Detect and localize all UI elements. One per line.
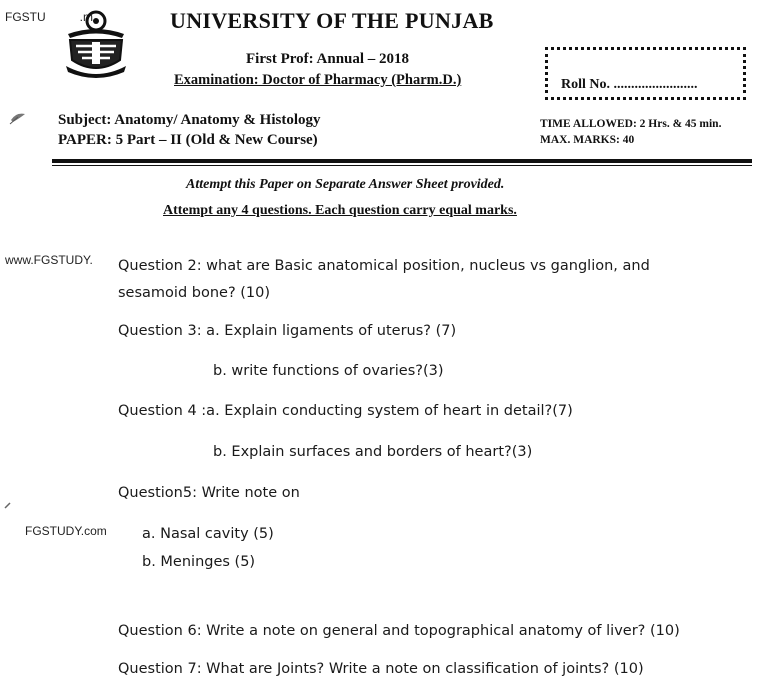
university-crest-icon (62, 8, 130, 78)
question-7: Question 7: What are Joints? Write a note on classification of joints? (10) (118, 661, 644, 677)
question-6: Question 6: Write a note on general and topographical anatomy of liver? (10) (118, 623, 680, 639)
university-title: UNIVERSITY OF THE PUNJAB (170, 8, 494, 33)
question-5: Question5: Write note on (118, 485, 300, 501)
exam-session: First Prof: Annual – 2018 (246, 51, 410, 67)
scan-speck-icon (3, 500, 13, 510)
max-marks: MAX. MARKS: 40 (540, 134, 635, 146)
watermark-middle: www.FGSTUDY. (5, 253, 93, 267)
instruction-answer-sheet: Attempt this Paper on Separate Answer Sheet provided. (186, 177, 505, 192)
time-allowed: TIME ALLOWED: 2 Hrs. & 45 min. (540, 118, 722, 130)
question-2: Question 2: what are Basic anatomical position, nucleus vs ganglion, and (118, 258, 650, 274)
roll-number-label: Roll No. ........................ (561, 77, 698, 92)
question-3-part-b: b. write functions of ovaries?(3) (213, 363, 444, 379)
question-3-part-a: Question 3: a. Explain ligaments of uterus? (7) (118, 323, 457, 339)
question-5-part-a: a. Nasal cavity (5) (142, 526, 274, 542)
header-divider-thin (52, 165, 752, 166)
question-4-part-b: b. Explain surfaces and borders of heart?(3) (213, 444, 533, 460)
examination-title: Examination: Doctor of Pharmacy (Pharm.D.) (174, 72, 462, 88)
watermark-bottom: FGSTUDY.com (25, 524, 107, 538)
question-5-part-b: b. Meninges (5) (142, 554, 256, 570)
instruction-attempt: Attempt any 4 questions. Each question carry equal marks. (163, 203, 517, 218)
question-2-continued: sesamoid bone? (10) (118, 285, 271, 301)
watermark-top: FGSTU .m (5, 10, 94, 24)
paper-line: PAPER: 5 Part – II (Old & New Course) (58, 132, 318, 148)
subject-line: Subject: Anatomy/ Anatomy & Histology (58, 112, 321, 128)
header-divider (52, 159, 752, 163)
question-4-part-a: Question 4 :a. Explain conducting system of heart in detail?(7) (118, 403, 573, 419)
scan-mark-icon (8, 108, 28, 128)
